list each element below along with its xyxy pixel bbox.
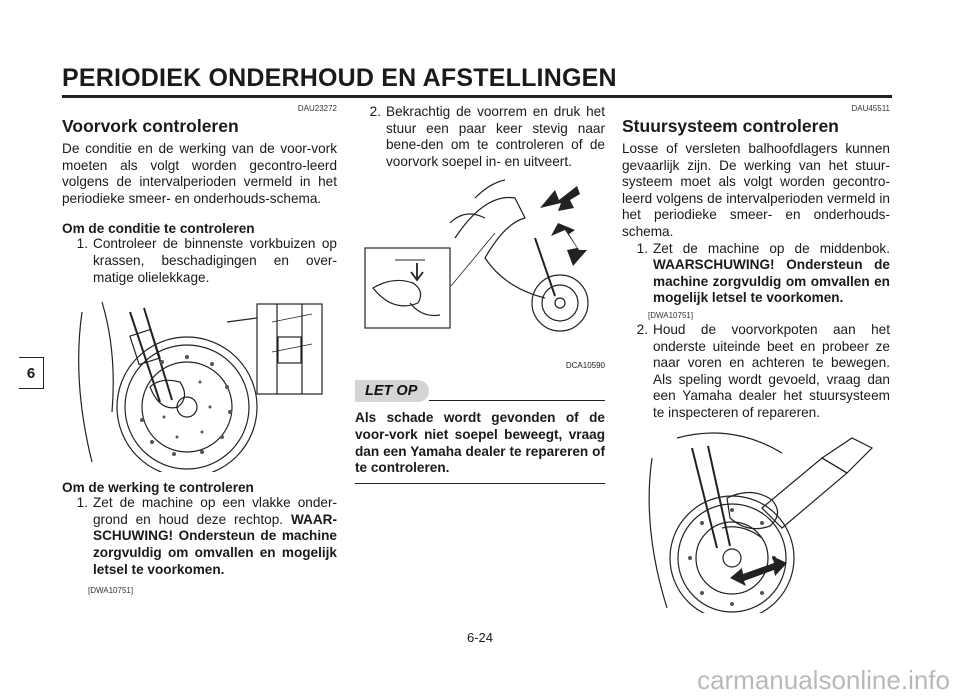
step-number: 1.: [636, 240, 648, 256]
warning-text: WAARSCHUWING! Ondersteun de machine zorgvuldig om omvallen en mogelijk letsel te voorkomen.: [653, 257, 890, 306]
notice-text: Als schade wordt gevonden of de voor-vork niet soepel beweegt, vraag dan een Yamaha dealer te repareren of te controleren.: [355, 410, 605, 476]
scooter-press-drawing: [355, 178, 605, 353]
fork-shake-drawing: [622, 428, 890, 613]
section-code: DAU23272: [297, 104, 337, 113]
column-steering: [622, 98, 890, 613]
section-heading: Stuursysteem controleren: [622, 116, 839, 136]
step-body: Zet de machine op de middenbok.: [653, 240, 890, 256]
notice-end-rule: [355, 483, 605, 484]
column-fork-operation: [355, 104, 605, 484]
page-header: [62, 64, 892, 98]
scooter-illustration: [355, 178, 605, 371]
step-text: Controleer de binnenste vorkbuizen op krassen, beschadigingen en over-matige olielekkage.: [93, 236, 337, 285]
step-number: 1.: [76, 495, 88, 511]
warning-code: [DWA10751]: [88, 586, 134, 596]
step-number: 2.: [636, 321, 648, 337]
column-front-fork: [62, 98, 337, 597]
step-number: 2.: [369, 104, 381, 119]
step-item: [62, 236, 337, 286]
steering-illustration: [622, 428, 890, 613]
step-text: Bekrachtig de voorrem en druk het stuur een paar keer stevig naar bene-den om te controleren of de voorvork soepel in- en uitveert.: [386, 104, 605, 169]
fork-illustration: [62, 292, 337, 472]
page-title: PERIODIEK ONDERHOUD EN AFSTELLINGEN: [62, 64, 617, 92]
figure-code: DCA10590: [565, 361, 605, 371]
chapter-tab[interactable]: 6: [19, 357, 44, 389]
step-item: [622, 241, 890, 307]
intro-text: De conditie en de werking van de voor-vork moeten als volgt worden gecontro-leerd volgens de intervalperioden vermeld in het periodieke smeer- en onderhouds-schema.: [62, 141, 337, 206]
section-code: DAU45511: [851, 104, 890, 113]
step-text: [93, 495, 337, 578]
fork-wheel-drawing: [62, 292, 337, 472]
step-text: [653, 241, 890, 307]
subheading-operation: Om de werking te controleren: [62, 480, 254, 496]
page-number: 6-24: [466, 630, 494, 645]
warning-text: WAAR-SCHUWING! Ondersteun de machine zorgvuldig om omvallen en mogelijk letsel te voorkomen.: [93, 511, 337, 577]
notice-header: [355, 380, 605, 402]
subheading-condition: Om de conditie te controleren: [62, 221, 255, 237]
intro-text: Losse of versleten balhoofdlagers kunnen gevaarlijk zijn. De werking van het stuur-systeem moet als volgt worden gecontro-leerd volgens de intervalperioden vermeld in het periodieke smeer- en onderhouds-schema.: [622, 141, 890, 239]
step-item: [355, 104, 605, 170]
section-heading: Voorvork controleren: [62, 116, 239, 136]
notice-rule: [429, 400, 605, 401]
warning-code: [DWA10751]: [648, 310, 694, 320]
notice-badge: LET OP: [355, 380, 429, 402]
watermark: carmanualsonline.info: [697, 665, 950, 695]
step-number: 1.: [76, 236, 88, 252]
step-item: [622, 322, 890, 422]
step-item: [62, 495, 337, 578]
step-body: Zet de machine op een vlakke onder-grond en houd deze rechtop.: [93, 495, 337, 527]
step-text: Houd de voorvorkpoten aan het onderste uiteinde beet en probeer ze naar voren en achteren te bewegen. Als speling wordt gevoeld, vraag dan een Yamaha dealer het stuursysteem te inspecteren of repareren.: [653, 321, 890, 420]
